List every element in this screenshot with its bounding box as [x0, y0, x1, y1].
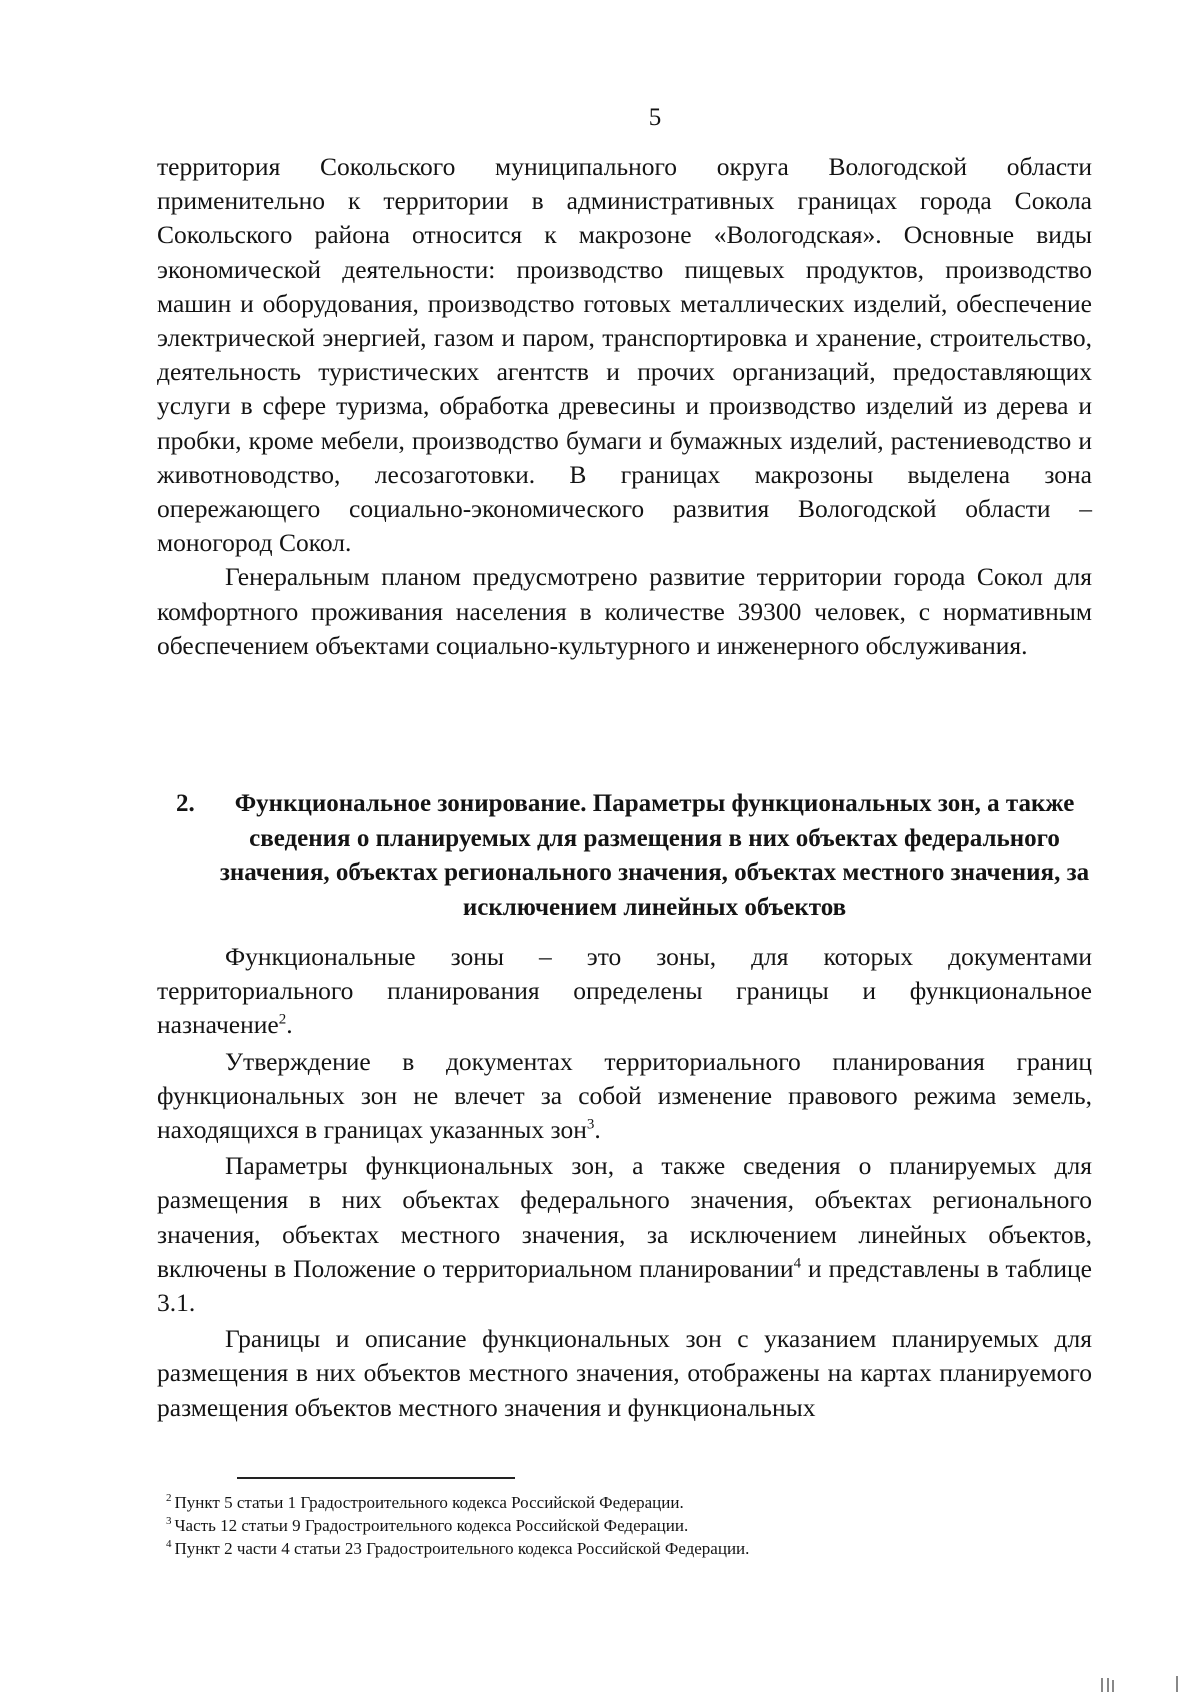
footnote-text: Пункт 5 статьи 1 Градостроительного кодекса Российской Федерации.	[174, 1493, 684, 1512]
paragraph-end: .	[286, 1010, 293, 1040]
paragraph-continuation: территория Сокольского муниципального округа Вологодской области применительно к территории в административных границах города Сокола Сокольского района относится к макрозоне «Вологодская». Основные виды экономической деятельности: производство пищевых продуктов, производство машин и оборудования, производство готовых металлических изделий, обеспечение электрической энергией, газом и паром, транспортировка и хранение, строительство, деятельность туристических агентств и прочих организаций, предоставляющих услуги в сфере туризма, обработка древесины и производство изделий из дерева и пробки, кроме мебели, производство бумаги и бумажных изделий, растениеводство и животноводство, лесозаготовки. В границах макрозоны выделена зона опережающего социально-экономического развития Вологодской области – моногород Сокол.	[157, 152, 1092, 558]
paragraph-borders: Границы и описание функциональных зон с указанием планируемых для размещения в них объектов местного значения, отображены на картах планируемого размещения объектов местного значения и функциональных	[157, 1324, 1092, 1422]
footnote-item	[166, 1514, 1066, 1537]
paragraph-functional-zones	[157, 940, 1092, 1043]
section-number: 2.	[176, 790, 195, 817]
paragraph-text: Параметры функциональных зон, а также сведения о планируемых для размещения в них объектах федерального значения, объектах регионального значения, объектах местного значения, за исключением линейных объектов, включены в Положение о территориальном планировании	[157, 1151, 1092, 1283]
footnote-ref: 4	[793, 1255, 802, 1272]
paragraph-general-plan: Генеральным планом предусмотрено развитие территории города Сокол для комфортного проживания населения в количестве 39300 человек, с нормативным обеспечением объектами социально-культурного и инженерного обслуживания.	[157, 562, 1092, 660]
footnotes	[166, 1491, 1066, 1560]
paragraph-end: и представлены в таблице 3.1.	[157, 1253, 1092, 1318]
footnote-item	[166, 1491, 1066, 1514]
paragraph-end: .	[594, 1115, 601, 1145]
footnote-ref: 3	[586, 1116, 595, 1133]
scan-artifact	[1176, 1676, 1178, 1692]
scan-artifact	[1112, 1680, 1114, 1692]
paragraph-text: Функциональные зоны – это зоны, для которых документами территориального планирования определены границы и функциональное назначение	[157, 942, 1092, 1040]
footnote-separator	[237, 1477, 515, 1479]
main-block	[157, 940, 1092, 1427]
paragraph-parameters	[157, 1149, 1092, 1320]
footnote-mark: 3	[166, 1515, 172, 1528]
footnote-text: Пункт 2 части 4 статьи 23 Градостроительного кодекса Российской Федерации.	[174, 1539, 750, 1558]
section-heading	[157, 787, 1092, 925]
footnote-item	[166, 1537, 1066, 1560]
footnote-mark: 2	[166, 1492, 172, 1505]
paragraph-approval	[157, 1045, 1092, 1148]
section-title: Функциональное зонирование. Параметры функциональных зон, а также сведения о планируемых для размещения в них объектах федерального значения, объектах регионального значения, объектах местного значения, за исключением линейных объектов	[219, 790, 1090, 921]
scan-artifact	[1101, 1678, 1103, 1692]
scan-artifact	[1107, 1678, 1109, 1692]
footnote-mark: 4	[166, 1538, 172, 1551]
page-number: 5	[648, 104, 662, 131]
paragraph-text: Утверждение в документах территориального планирования границ функциональных зон не влечет за собой изменение правового режима земель, находящихся в границах указанных зон	[157, 1046, 1092, 1145]
footnote-ref: 2	[278, 1011, 287, 1028]
intro-block	[157, 150, 1092, 663]
footnote-text: Часть 12 статьи 9 Градостроительного кодекса Российской Федерации.	[174, 1516, 689, 1535]
